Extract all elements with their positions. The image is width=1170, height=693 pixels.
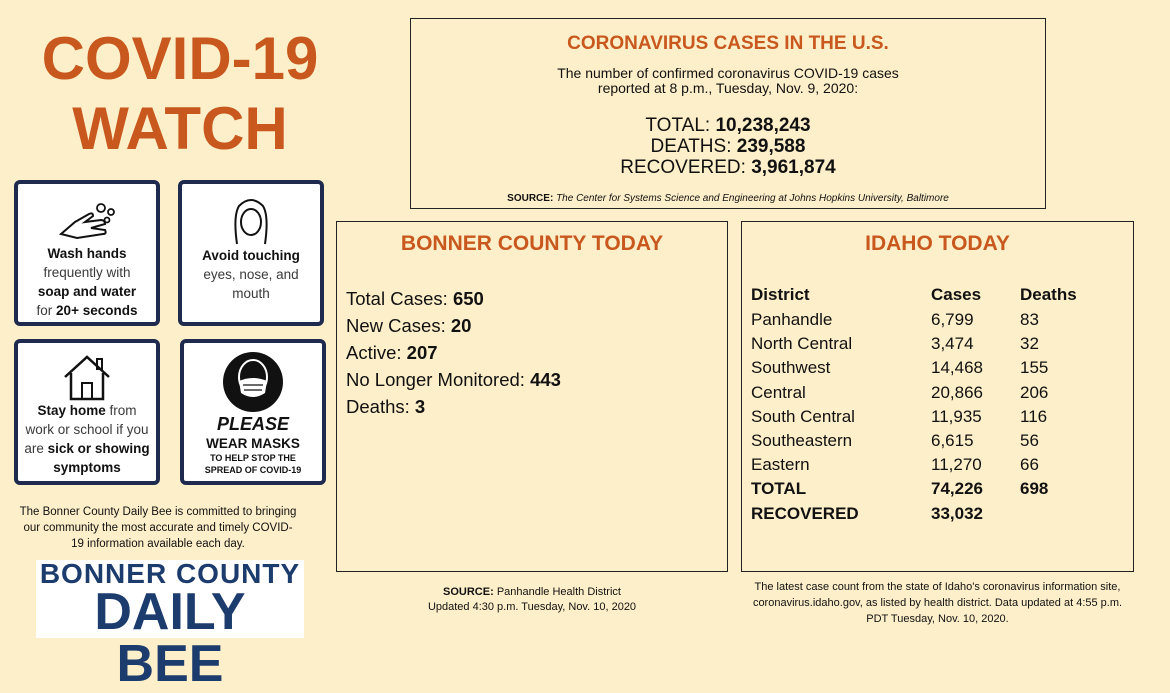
header-deaths: Deaths	[1020, 285, 1077, 304]
stay-home-line-4: symptoms	[53, 460, 121, 475]
district-name: Eastern	[751, 455, 810, 475]
us-title: CORONAVIRUS CASES IN THE U.S.	[567, 33, 889, 54]
logo-line-1: BONNER COUNTY	[39, 558, 301, 589]
table-row	[751, 453, 1111, 477]
idaho-footnote-1: The latest case count from the state of Idaho's coronavirus information site,	[754, 581, 1121, 593]
idaho-table-header	[751, 282, 1111, 308]
avoid-touching-line-1: Avoid touching	[202, 248, 300, 263]
stay-home-card	[14, 339, 160, 485]
stay-home-line-1: Stay home from	[37, 403, 137, 418]
idaho-footnote-3: PDT Tuesday, Nov. 10, 2020.	[866, 613, 1009, 625]
us-deaths: DEATHS: 239,588	[650, 136, 806, 157]
title-line-1: COVID-19	[41, 25, 319, 92]
district-name: Southwest	[751, 358, 831, 378]
us-cases-box	[410, 18, 1046, 209]
masks-line-4: SPREAD OF COVID-19	[204, 465, 302, 475]
bonner-deaths: Deaths: 3	[346, 396, 426, 417]
logo-line-2: DAILY BEE	[94, 583, 246, 693]
district-deaths: 155	[1020, 358, 1049, 378]
us-description-2: reported at 8 p.m., Tuesday, Nov. 9, 2020:	[597, 80, 859, 96]
district-name: North Central	[751, 334, 853, 354]
us-source: SOURCE: The Center for Systems Science and Engineering at Johns Hopkins University, Baltimore	[507, 193, 949, 204]
daily-bee-logo	[36, 558, 304, 693]
bonner-source: SOURCE: Panhandle Health District	[443, 586, 621, 598]
masks-line-1: PLEASE	[216, 414, 290, 434]
idaho-district-table	[751, 282, 1111, 526]
bonner-new-cases: New Cases: 20	[346, 315, 472, 336]
us-description-1: The number of confirmed coronavirus COVID-19 cases	[557, 65, 899, 81]
table-row	[751, 332, 1111, 356]
total-row	[751, 477, 1111, 501]
recovered-label: RECOVERED	[751, 503, 859, 523]
masks-line-2: WEAR MASKS	[206, 436, 300, 451]
district-cases: 11,935	[931, 406, 982, 426]
table-row	[751, 429, 1111, 453]
total-label: TOTAL	[751, 479, 807, 499]
avoid-touching-line-3: mouth	[232, 286, 270, 301]
bonner-title: BONNER COUNTY TODAY	[400, 232, 664, 255]
house-icon	[61, 353, 113, 401]
wash-hands-card	[14, 180, 160, 326]
stay-home-line-3: are sick or showing	[24, 441, 150, 456]
masks-line-3: TO HELP STOP THE	[210, 453, 296, 463]
district-name: Central	[751, 382, 806, 402]
bonner-updated: Updated 4:30 p.m. Tuesday, Nov. 10, 2020	[427, 601, 637, 613]
wear-masks-card	[180, 339, 326, 485]
district-deaths: 32	[1020, 334, 1039, 354]
hand-wash-icon	[55, 200, 119, 244]
us-total: TOTAL: 10,238,243	[645, 115, 811, 136]
wash-hands-line-3: soap and water	[37, 284, 137, 299]
district-cases: 20,866	[931, 382, 983, 402]
district-deaths: 83	[1020, 310, 1039, 330]
total-deaths: 698	[1020, 479, 1049, 499]
bonner-total-cases: Total Cases: 650	[346, 288, 484, 309]
avoid-touching-card	[178, 180, 324, 326]
face-mask-icon	[222, 351, 284, 413]
table-row	[751, 381, 1111, 405]
stay-home-line-2: work or school if you	[25, 422, 149, 437]
bonner-county-box	[336, 221, 728, 572]
total-cases: 74,226	[931, 479, 983, 499]
district-deaths: 116	[1020, 406, 1048, 426]
table-row	[751, 405, 1111, 429]
face-icon	[229, 196, 273, 246]
bonner-active: Active: 207	[346, 342, 438, 363]
table-row	[751, 356, 1111, 380]
idaho-box	[741, 221, 1134, 572]
wash-hands-line-2: frequently with	[43, 265, 131, 280]
header-cases: Cases	[931, 285, 982, 304]
district-cases: 3,474	[931, 334, 974, 354]
bonner-no-longer-monitored: No Longer Monitored: 443	[346, 369, 561, 390]
recovered-deaths	[1020, 502, 1111, 526]
district-cases: 6,615	[931, 431, 974, 451]
district-cases: 14,468	[931, 358, 983, 378]
wash-hands-line-1: Wash hands	[47, 246, 127, 261]
district-name: South Central	[751, 406, 855, 426]
recovered-cases: 33,032	[931, 503, 983, 523]
idaho-footnote-2: coronavirus.idaho.gov, as listed by health district. Data updated at 4:55 p.m.	[752, 597, 1123, 609]
mission-statement: The Bonner County Daily Bee is committed to bringing our community the most accurate and timely COVID-19 information available each day.	[19, 506, 297, 550]
avoid-touching-line-2: eyes, nose, and	[203, 267, 299, 282]
district-deaths: 206	[1020, 382, 1049, 402]
district-cases: 6,799	[931, 310, 974, 330]
bonner-stats	[346, 285, 561, 420]
district-name: Panhandle	[751, 310, 833, 330]
district-name: Southeastern	[751, 431, 853, 451]
recovered-row	[751, 502, 1111, 526]
idaho-title: IDAHO TODAY	[865, 232, 1010, 255]
wash-hands-line-4: for 20+ seconds	[36, 303, 138, 318]
header-district: District	[751, 285, 810, 304]
district-deaths: 66	[1020, 455, 1039, 475]
table-row	[751, 308, 1111, 332]
district-deaths: 56	[1020, 431, 1039, 451]
us-recovered: RECOVERED: 3,961,874	[620, 157, 836, 178]
title-line-2: WATCH	[72, 95, 288, 162]
district-cases: 11,270	[931, 455, 982, 475]
